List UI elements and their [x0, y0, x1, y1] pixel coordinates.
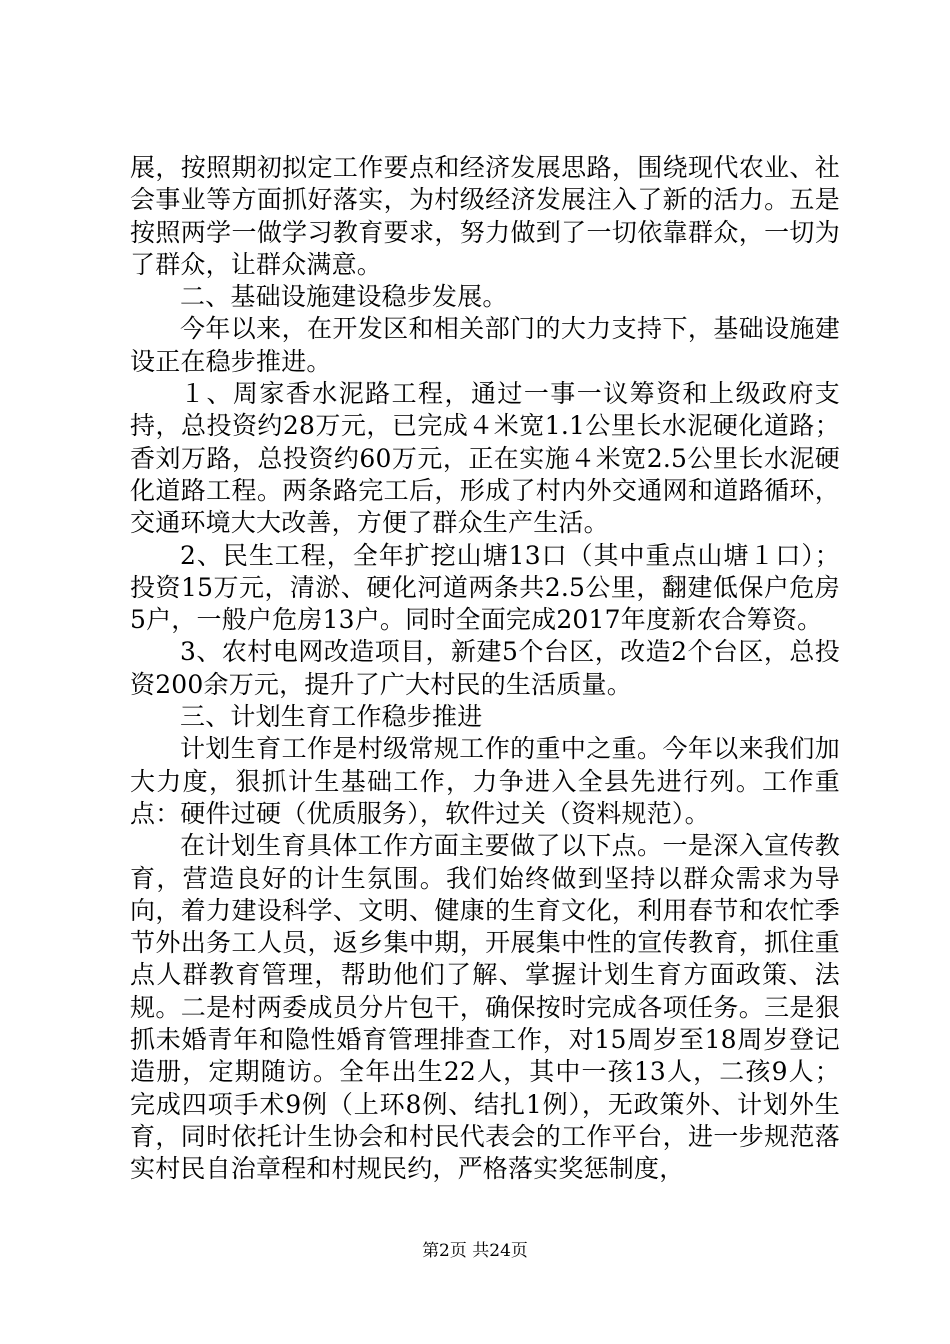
heading-family-planning: 三、计划生育工作稳步推进 — [180, 702, 483, 732]
page-footer: 第2页 共24页 — [422, 1241, 528, 1261]
document-body — [130, 152, 840, 1186]
paragraph-livelihood-project: 2、民生工程，全年扩挖山塘13口（其中重点山塘１口）；投资15万元，清淤、硬化河道两条共2.5公里，翻建低保户危房5户，一般户危房13户。同时全面完成2017年度新农合筹资。 — [130, 540, 840, 635]
paragraph-1: 展，按照期初拟定工作要点和经济发展思路，围绕现代农业、社会事业等方面抓好落实，为村级经济发展注入了新的活力。五是按照两学一做学习教育要求，努力做到了一切依靠群众，一切为了群众，让群众满意。 — [130, 153, 840, 279]
paragraph-family-planning-details: 在计划生育具体工作方面主要做了以下点。一是深入宣传教育，营造良好的计生氛围。我们始终做到坚持以群众需求为导向，着力建设科学、文明、健康的生育文化，利用春节和农忙季节外出务工人员，返乡集中期，开展集中性的宣传教育，抓住重点人群教育管理，帮助他们了解、掌握计划生育方面政策、法规。二是村两委成员分片包干，确保按时完成各项任务。三是狠抓未婚青年和隐性婚育管理排查工作，对15周岁至18周岁登记造册，定期随访。全年出生22人，其中一孩13人，二孩9人；完成四项手术9例（上环8例、结扎1例），无政策外、计划外生育，同时依托计生协会和村民代表会的工作平台，进一步规范落实村民自治章程和村规民约，严格落实奖惩制度， — [130, 831, 840, 1184]
paragraph-road-project: １、周家香水泥路工程，通过一事一议筹资和上级政府支持，总投资约28万元，已完成４米宽1.1公里长水泥硬化道路；香刘万路，总投资约60万元，正在实施４米宽2.5公里长水泥硬化道路工程。两条路完工后，形成了村内外交通网和道路循环，交通环境大大改善，方便了群众生产生活。 — [130, 379, 840, 538]
paragraph-power-grid-project: 3、农村电网改造项目，新建5个台区，改造2个台区，总投资200余万元，提升了广大村民的生活质量。 — [130, 637, 840, 699]
paragraph-infrastructure-intro: 今年以来，在开发区和相关部门的大力支持下，基础设施建设正在稳步推进。 — [130, 314, 840, 376]
heading-infrastructure: 二、基础设施建设稳步发展。 — [180, 282, 508, 312]
paragraph-family-planning-focus: 计划生育工作是村级常规工作的重中之重。今年以来我们加大力度，狠抓计生基础工作，力争进入全县先进行列。工作重点：硬件过硬（优质服务），软件过关（资料规范）。 — [130, 734, 840, 828]
